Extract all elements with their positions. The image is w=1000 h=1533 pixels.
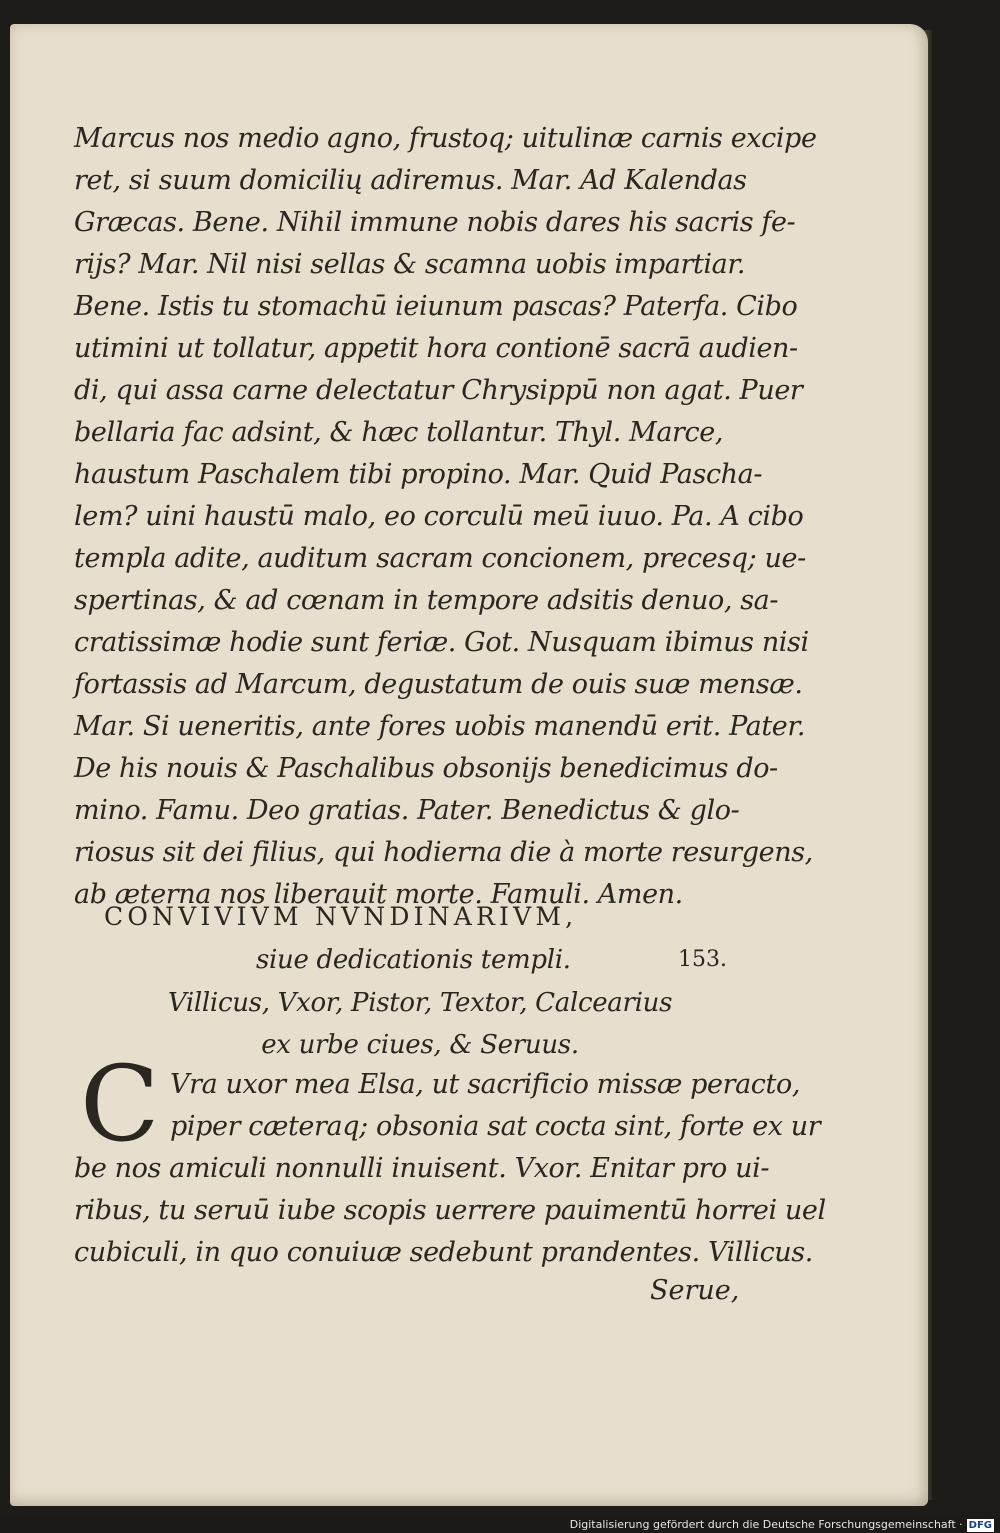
text-line: templa adite, auditum sacram concionem, precesq; ue- [74,543,806,574]
drop-cap-initial: C [80,1043,160,1165]
text-line: spertinas, & ad cœnam in tempore adsitis denuo, sa- [74,585,779,616]
text-line: Mar. Si ueneritis, ante fores uobis manendū erit. Pater. [74,711,806,742]
dramatis-personae [160,982,680,1066]
page-number: 153. [678,947,727,972]
text-line: haustum Paschalem tibi propino. Mar. Quid Pascha- [74,459,763,490]
text-line: di, qui assa carne delectatur Chrysippū non agat. Puer [74,375,803,406]
text-line: cubiculi, in quo conuiuæ sedebunt prandentes. Villicus. [74,1237,813,1268]
text-line: Marcus nos medio agno, frustoq; uitulinæ carnis excipe [74,123,817,154]
text-line: mino. Famu. Deo gratias. Pater. Benedictus & glo- [74,795,740,826]
text-line: piper cæteraq; obsonia sat cocta sint, forte ex ur [170,1111,821,1142]
text-line: ab æterna nos liberauit morte. Famuli. Amen. [74,879,683,910]
text-line: riosus sit dei filius, qui hodierna die à morte resurgens, [74,837,813,868]
text-line: cratissimæ hodie sunt feriæ. Got. Nusquam ibimus nisi [74,627,809,658]
text-line: ret, si suum domicilių adiremus. Mar. Ad Kalendas [74,165,747,196]
digitization-footer [570,1516,994,1533]
text-line: utimini ut tollatur, appetit hora contionē sacrā audien- [74,333,798,364]
footer-text: Digitalisierung gefördert durch die Deutsche Forschungsgemeinschaft · [569,1518,963,1531]
text-line: ribus, tu seruū iube scopis uerrere pauimentū horrei uel [74,1195,826,1226]
catchword: Serue, [650,1275,740,1306]
second-text-block [74,1064,826,1274]
text-line: rijs? Mar. Nil nisi sellas & scamna uobis impartiar. [74,249,746,280]
text-line: Græcas. Bene. Nihil immune nobis dares his sacris fe- [74,207,796,238]
text-line: fortassis ad Marcum, degustatum de ouis suæ mensæ. [74,669,803,700]
main-text-block [74,118,817,916]
text-line: be nos amiculi nonnulli inuisent. Vxor. Enitar pro ui- [74,1153,770,1184]
section-heading: CONVIVIVM NVNDINARIVM, [104,902,578,931]
persons-line: Villicus, Vxor, Pistor, Textor, Calcearius [167,988,673,1018]
text-line: Vra uxor mea Elsa, ut sacrificio missæ peracto, [170,1069,801,1100]
text-line: Bene. Istis tu stomachū ieiunum pascas? Paterfa. Cibo [74,291,798,322]
section-subheading: siue dedicationis templi. [256,945,571,975]
text-line: De his nouis & Paschalibus obsonijs benedicimus do- [74,753,778,784]
persons-line: ex urbe ciues, & Seruus. [261,1030,579,1060]
text-line: bellaria fac adsint, & hæc tollantur. Thyl. Marce, [74,417,724,448]
dfg-logo: DFG [968,1520,992,1531]
text-line: lem? uini haustū malo, eo corculū meū iuuo. Pa. A cibo [74,501,804,532]
